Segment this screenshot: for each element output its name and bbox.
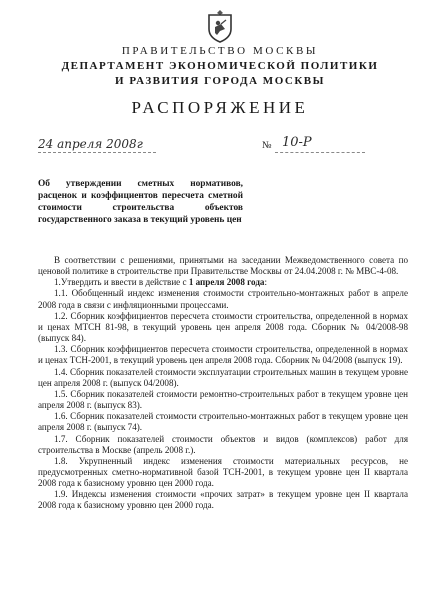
- item-1-7: 1.7. Сборник показателей стоимости объектов и видов (комплексов) работ для строительства в Москве (апрель 2008 г.).: [38, 433, 408, 455]
- item-1-9: 1.9. Индексы изменения стоимости «прочих затрат» в текущем уровне цен II квартала 2008 года к базисному уровню цен 2000 года.: [38, 489, 408, 511]
- document-number: 10-Р: [282, 135, 312, 150]
- intro-paragraph: В соответствии с решениями, принятыми на заседании Межведомственного совета по ценовой политике в строительстве при Правительстве Москвы от 24.04.2008 г. № МВС-4-08.: [38, 255, 408, 277]
- number-label: №: [262, 140, 272, 151]
- government-name: ПРАВИТЕЛЬСТВО МОСКВЫ: [121, 45, 319, 57]
- item-1-1: 1.1. Обобщенный индекс изменения стоимости строительно-монтажных работ в апреле 2008 года в связи с инфляционными процессами.: [38, 288, 408, 310]
- department-name-line1: ДЕПАРТАМЕНТ ЭКОНОМИЧЕСКОЙ ПОЛИТИКИ: [61, 60, 379, 72]
- document-type: РАСПОРЯЖЕНИЕ: [131, 98, 309, 117]
- date-underline: [38, 152, 156, 153]
- document-title: Об утверждении сметных нормативов, расценок и коэффициентов пересчета сметной стоимости строительства объектов государственного заказа в текущий уровень цен: [38, 179, 243, 225]
- paragraph-1-suffix: :: [264, 277, 268, 288]
- moscow-coat-of-arms-icon: [205, 8, 235, 44]
- paragraph-1-prefix: 1.Утвердить и ввести в действие с: [54, 277, 189, 288]
- item-1-4: 1.4. Сборник показателей стоимости эксплуатации строительных машин в текущем уровне цен апреля 2008 г. (выпуск 04/2008).: [38, 366, 408, 388]
- item-1-5: 1.5. Сборник показателей стоимости ремонтно-строительных работ в текущем уровне цен апреля 2008 г. (выпуск 83).: [38, 388, 408, 411]
- item-1-3: 1.3. Сборник коэффициентов пересчета стоимости строительства, определенной в нормах и ценах ТСН-2001, в текущий уровень цен апреля 2008 года. Сборник № 04/2008 (выпуск 19).: [38, 344, 408, 366]
- item-1-8: 1.8. Укрупненный индекс изменения стоимости материальных ресурсов, не предусмотренных сметно-нормативной базой ТСН-2001, в текущем уровне цен II квартала 2008 года к базисному уровню цен 2000 года.: [38, 455, 408, 489]
- document-body: [38, 255, 408, 512]
- number-underline: [275, 152, 365, 153]
- document-date: 24 апреля 2008г: [38, 137, 143, 151]
- effective-date: 1 апреля 2008 года: [188, 277, 265, 288]
- item-1-6: 1.6. Сборник показателей стоимости строительно-монтажных работ в текущем уровне цен апреля 2008 г. (выпуск 74).: [38, 411, 408, 433]
- item-1-2: 1.2. Сборник коэффициентов пересчета стоимости строительства, определенной в нормах и ценах МТСН 81-98, в текущий уровень цен апреля 2008 года. Сборник № 04/2008-98 (выпуск 84).: [38, 310, 408, 344]
- paragraph-1: [38, 277, 408, 288]
- department-name-line2: И РАЗВИТИЯ ГОРОДА МОСКВЫ: [115, 75, 325, 87]
